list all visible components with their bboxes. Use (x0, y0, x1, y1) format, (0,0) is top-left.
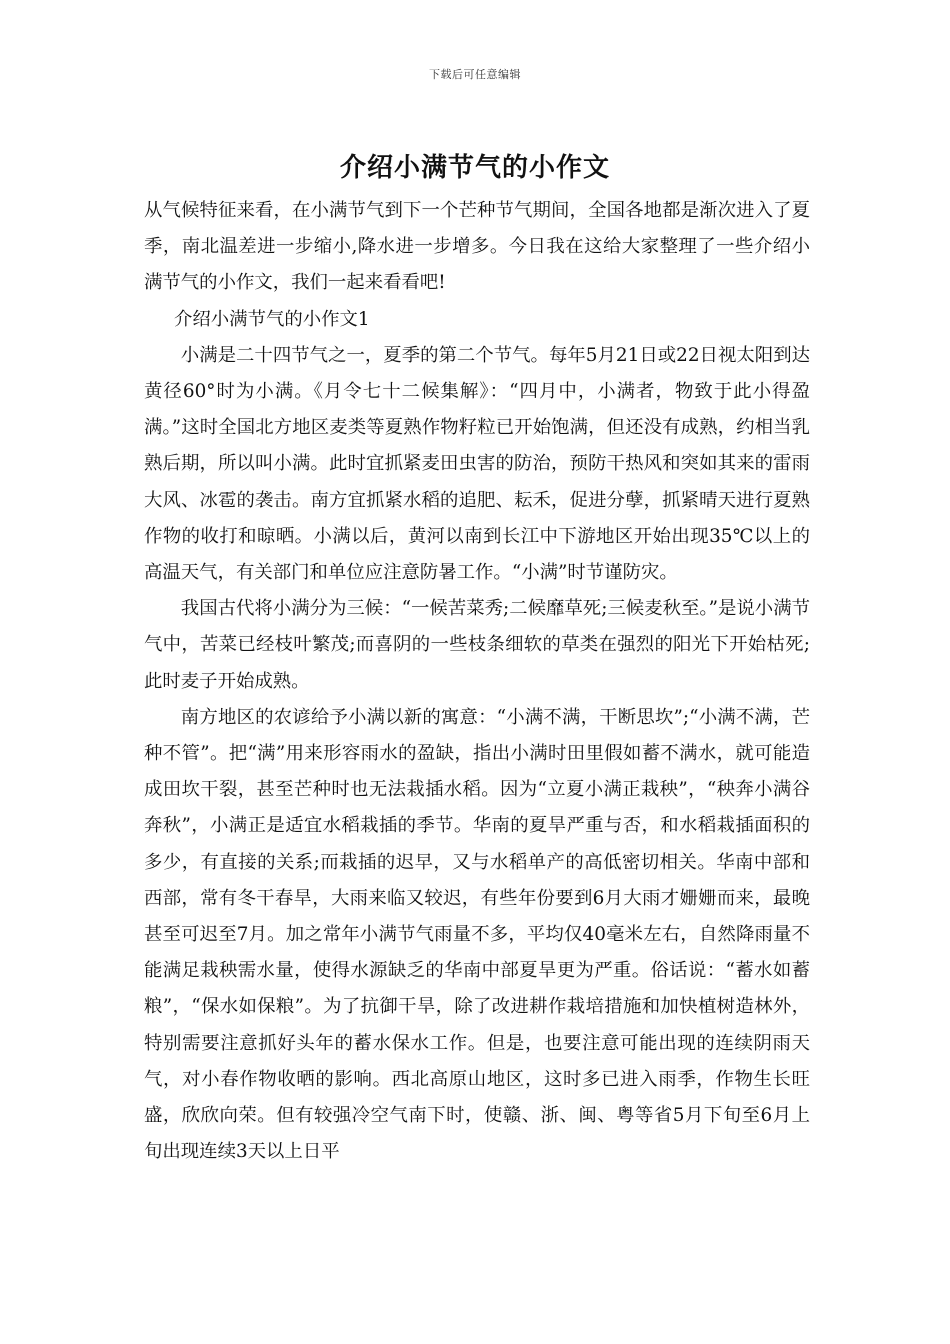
intro-paragraph: 从气候特征来看，在小满节气到下一个芒种节气期间，全国各地都是渐次进入了夏季，南北温差进一步缩小,降水进一步增多。今日我在这给大家整理了一些介绍小满节气的小作文，我们一起来看看吧! (144, 200, 810, 294)
document-body (144, 193, 810, 1170)
body-paragraph: 我国古代将小满分为三候：“一候苦菜秀;二候靡草死;三候麦秋至。”是说小满节气中，苦菜已经枝叶繁茂;而喜阴的一些枝条细软的草类在强烈的阳光下开始枯死;此时麦子开始成熟。 (144, 598, 810, 692)
section-heading: 介绍小满节气的小作文1 (174, 308, 370, 330)
body-paragraph: 南方地区的农谚给予小满以新的寓意：“小满不满，干断思坎”;“小满不满，芒种不管”。把“满”用来形容雨水的盈缺，指出小满时田里假如蓄不满水，就可能造成田坎干裂，甚至芒种时也无法栽插水稻。因为“立夏小满正栽秧”，“秧奔小满谷奔秋”，小满正是适宜水稻栽插的季节。华南的夏旱严重与否，和水稻栽插面积的多少，有直接的关系;而栽插的迟早，又与水稻单产的高低密切相关。华南中部和西部，常有冬干春旱，大雨来临又较迟，有些年份要到6月大雨才姗姗而来，最晚甚至可迟至7月。加之常年小满节气雨量不多，平均仅40毫米左右，自然降雨量不能满足栽秧需水量，使得水源缺乏的华南中部夏旱更为严重。俗话说：“蓄水如蓄粮”，“保水如保粮”。为了抗御干旱，除了改进耕作栽培措施和加快植树造林外，特别需要注意抓好头年的蓄水保水工作。但是，也要注意可能出现的连续阴雨天气，对小春作物收晒的影响。西北高原山地区，这时多已进入雨季，作物生长旺盛，欣欣向荣。但有较强冷空气南下时，使赣、浙、闽、粤等省5月下旬至6月上旬出现连续3天以上日平 (144, 706, 810, 1163)
document-title: 介绍小满节气的小作文 (339, 153, 610, 183)
body-paragraph: 小满是二十四节气之一，夏季的第二个节气。每年5月21日或22日视太阳到达黄径60°时为小满。《月令七十二候集解》：“四月中，小满者，物致于此小得盈满。”这时全国北方地区麦类等夏熟作物籽粒已开始饱满，但还没有成熟，约相当乳熟后期，所以叫小满。此时宜抓紧麦田虫害的防治，预防干热风和突如其来的雷雨大风、冰雹的袭击。南方宜抓紧水稻的追肥、耘禾，促进分孽，抓紧晴天进行夏熟作物的收打和晾晒。小满以后，黄河以南到长江中下游地区开始出现35℃以上的高温天气，有关部门和单位应注意防暑工作。“小满”时节谨防灾。 (144, 344, 810, 584)
header-note: 下载后可任意编辑 (429, 68, 521, 81)
